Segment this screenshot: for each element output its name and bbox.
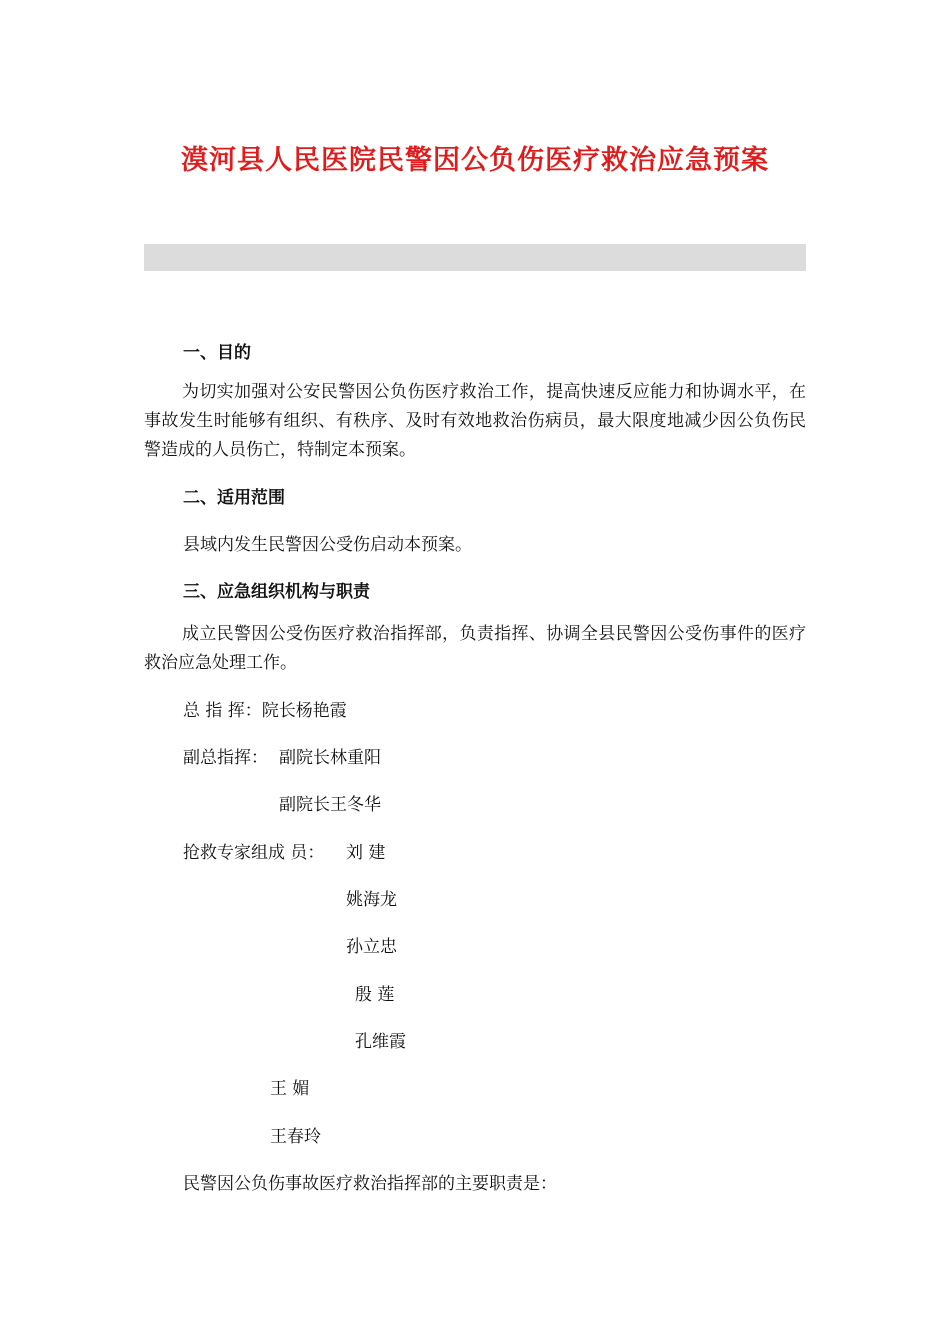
expert-member: 孙立忠 xyxy=(346,937,397,957)
section-heading-scope: 二、适用范围 xyxy=(183,488,285,508)
duties-intro: 民警因公负伤事故医疗救治指挥部的主要职责是： xyxy=(183,1174,557,1194)
section-heading-organization: 三、应急组织机构与职责 xyxy=(183,582,370,602)
expert-group-label: 抢救专家组成 员： xyxy=(183,843,325,863)
purpose-paragraph: 为切实加强对公安民警因公负伤医疗救治工作，提高快速反应能力和协调水平，在事故发生时能够有组织、有秩序、及时有效地救治伤病员，最大限度地减少因公负伤民警造成的人员伤亡，特制定本预案。 xyxy=(144,382,806,460)
expert-member: 刘 建 xyxy=(346,843,386,863)
document-title: 漠河县人民医院民警因公负伤医疗救治应急预案 xyxy=(181,145,769,176)
expert-member: 殷 莲 xyxy=(355,985,395,1005)
expert-member: 王春玲 xyxy=(270,1127,321,1147)
commander-line: 总 指 挥：院长杨艳霞 xyxy=(183,701,347,721)
scope-paragraph: 县域内发生民警因公受伤启动本预案。 xyxy=(183,535,472,555)
deputy-commander-2: 副院长王冬华 xyxy=(279,795,381,815)
deputy-commander-label: 副总指挥： xyxy=(183,748,268,768)
organization-paragraph: 成立民警因公受伤医疗救治指挥部，负责指挥、协调全县民警因公受伤事件的医疗救治应急处理工作。 xyxy=(144,624,806,673)
expert-member: 姚海龙 xyxy=(346,890,397,910)
section-heading-purpose: 一、目的 xyxy=(183,343,251,363)
deputy-commander-1: 副院长林重阳 xyxy=(279,748,381,768)
expert-member: 王 媚 xyxy=(270,1079,310,1099)
header-banner xyxy=(144,244,806,271)
expert-member: 孔维霞 xyxy=(355,1032,406,1052)
